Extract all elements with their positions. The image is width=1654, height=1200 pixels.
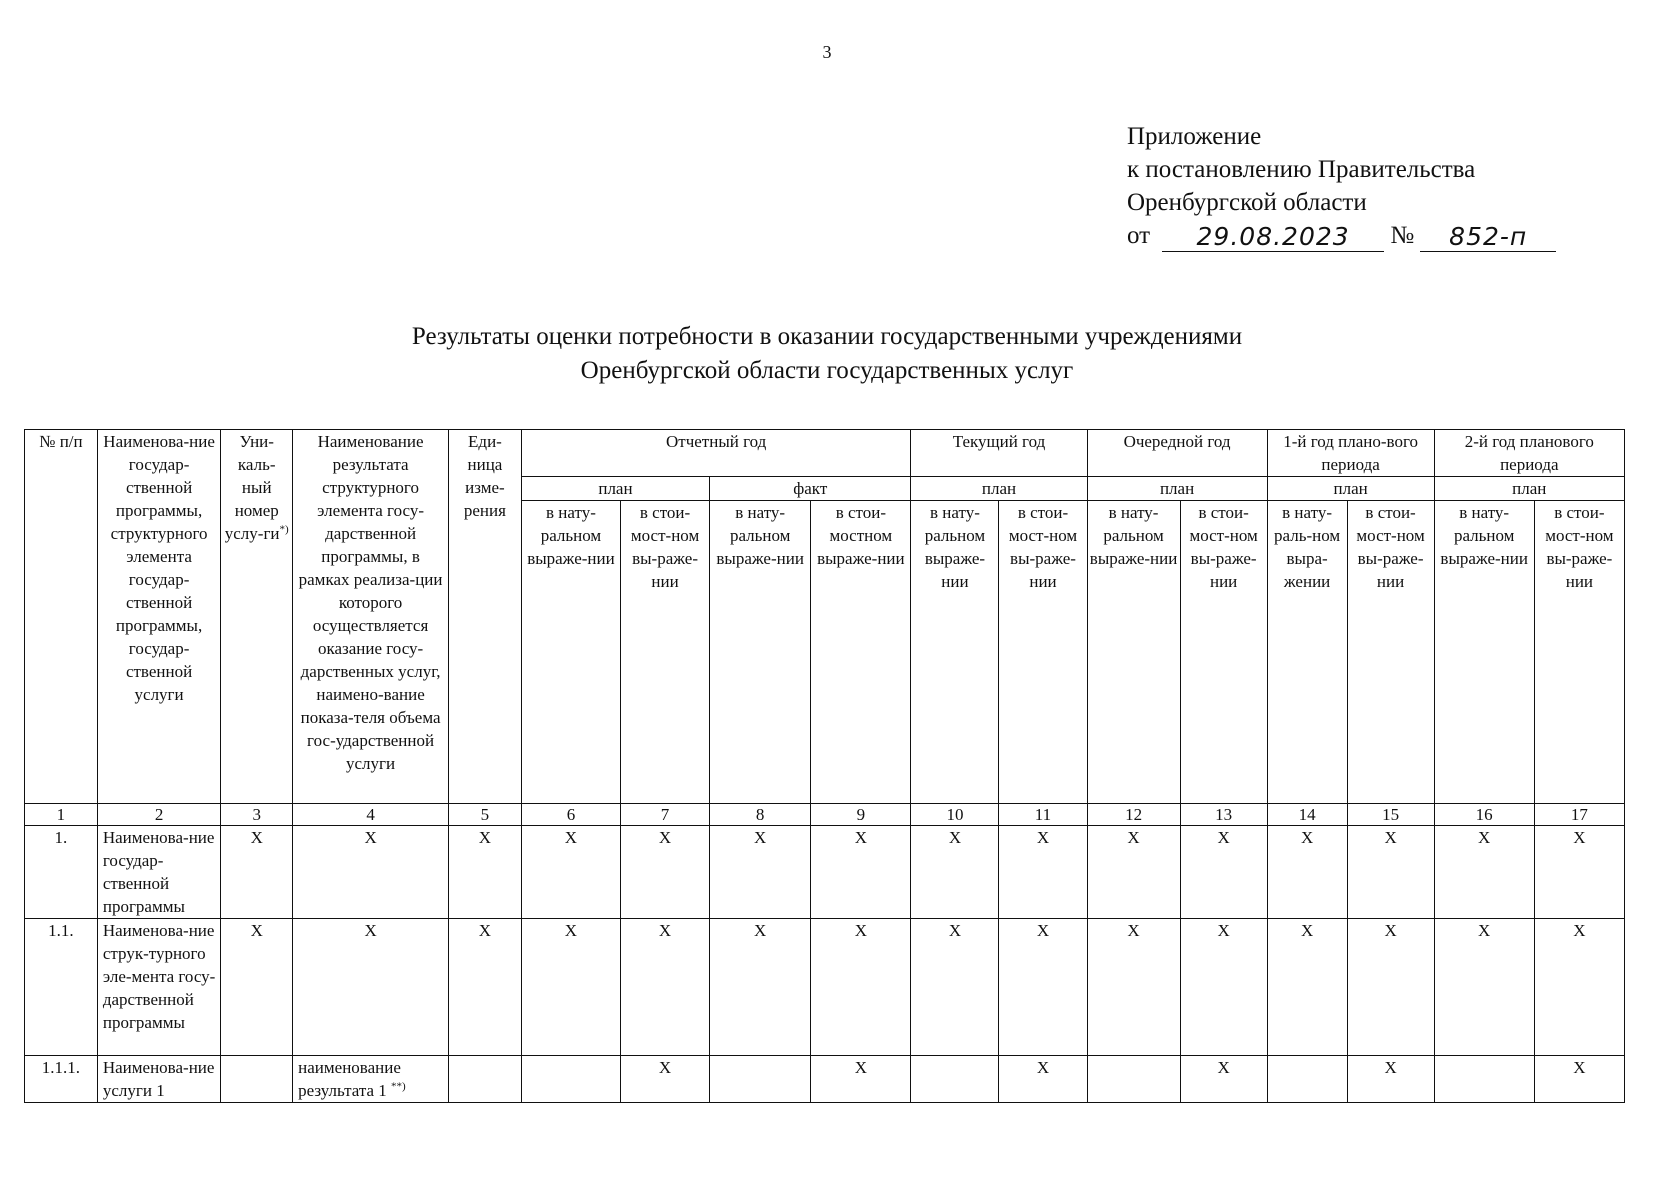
column-number: 16 (1434, 804, 1534, 826)
annex-line: Приложение (1127, 123, 1262, 150)
row-number: 1.1. (25, 919, 98, 1056)
header-cell: № п/п (25, 430, 98, 804)
column-number-row (25, 804, 1625, 826)
header-cell: в стои-мост-ном вы-раже-нии (1180, 501, 1267, 804)
column-number: 17 (1534, 804, 1624, 826)
table-cell: X (293, 826, 449, 919)
table-cell: X (911, 826, 999, 919)
handwritten-number: 852-п (1420, 223, 1556, 252)
header-cell: план (1267, 477, 1434, 501)
from-label: от (1127, 222, 1151, 249)
table-cell: X (811, 1056, 911, 1103)
table-row (25, 1056, 1625, 1103)
header-cell: в нату-ральном выраже-нии (911, 501, 999, 804)
header-cell: в стои-мост-ном вы-раже-нии (999, 501, 1087, 804)
header-cell: Уни-каль-ный номер услу-ги*) (221, 430, 293, 804)
header-cell: план (911, 477, 1087, 501)
column-number: 15 (1347, 804, 1434, 826)
table-cell: X (621, 919, 710, 1056)
header-cell: Еди-ница изме-рения (449, 430, 522, 804)
table-cell: X (1347, 1056, 1434, 1103)
table-cell: X (1180, 826, 1267, 919)
table-cell: X (1267, 826, 1347, 919)
header-cell: в стои-мостном выраже-нии (811, 501, 911, 804)
table-cell: X (1434, 919, 1534, 1056)
table-cell: X (710, 919, 811, 1056)
row-number: 1. (25, 826, 98, 919)
table-cell: X (221, 826, 293, 919)
header-cell: в нату-ральном выраже-нии (1087, 501, 1180, 804)
column-number: 6 (521, 804, 620, 826)
header-cell: в нату-раль-ном выра-жении (1267, 501, 1347, 804)
table-cell: X (1534, 826, 1624, 919)
table-cell: X (811, 826, 911, 919)
column-number: 1 (25, 804, 98, 826)
header-cell: Наименование результата структурного элемента госу-дарственной программы, в рамках реализа-ции которого осуществляется оказание госу-дарственных услуг, наимено-вание показа-теля объема гос-ударственной услуги (293, 430, 449, 804)
table-cell: X (1347, 826, 1434, 919)
header-row-1 (25, 430, 1625, 477)
column-number: 2 (97, 804, 220, 826)
table-cell: X (221, 919, 293, 1056)
header-cell: в стои-мост-ном вы-раже-нии (1347, 501, 1434, 804)
table-cell: X (1087, 826, 1180, 919)
table-cell (221, 1056, 293, 1103)
table-cell: X (293, 919, 449, 1056)
column-number: 11 (999, 804, 1087, 826)
column-number: 3 (221, 804, 293, 826)
column-number: 9 (811, 804, 911, 826)
column-number: 7 (621, 804, 710, 826)
column-number: 14 (1267, 804, 1347, 826)
header-cell: план (1087, 477, 1267, 501)
header-cell: Текущий год (911, 430, 1087, 477)
number-label: № (1390, 222, 1415, 249)
result-name-cell: наименование результата 1 **) (293, 1056, 449, 1103)
column-number: 13 (1180, 804, 1267, 826)
table-cell (710, 1056, 811, 1103)
page-number: 3 (822, 42, 832, 62)
table-cell: X (449, 919, 522, 1056)
header-cell: 1-й год плано-вого периода (1267, 430, 1434, 477)
header-cell: в нату-ральном выраже-нии (710, 501, 811, 804)
column-number: 12 (1087, 804, 1180, 826)
header-cell: в нату-ральном выраже-нии (521, 501, 620, 804)
row-name: Наименова-ние струк-турного эле-мента госу-дарственной программы (97, 919, 220, 1056)
document-title (0, 320, 1654, 388)
column-number: 10 (911, 804, 999, 826)
table-cell: X (1180, 1056, 1267, 1103)
table-cell (521, 1056, 620, 1103)
table-cell: X (911, 919, 999, 1056)
row-name: Наименова-ние услуги 1 (97, 1056, 220, 1103)
header-cell: 2-й год планового периода (1434, 430, 1624, 477)
header-cell: Наименова-ние государ-ственной программы, структурного элемента государ-ственной программы, государ-ственной услуги (97, 430, 220, 804)
table-cell: X (1534, 919, 1624, 1056)
handwritten-date: 29.08.2023 (1162, 223, 1384, 252)
row-name: Наименова-ние государ-ственной программы (97, 826, 220, 919)
table-cell: X (521, 826, 620, 919)
header-cell: план (521, 477, 709, 501)
table-cell: X (710, 826, 811, 919)
table-cell (1267, 1056, 1347, 1103)
annex-line: Оренбургской области (1127, 189, 1367, 216)
table-cell: X (999, 1056, 1087, 1103)
row-number: 1.1.1. (25, 1056, 98, 1103)
header-cell: факт (710, 477, 911, 501)
table-cell: X (1434, 826, 1534, 919)
annex-date-line (1127, 219, 1556, 252)
table-cell: X (1087, 919, 1180, 1056)
header-cell: в стои-мост-ном вы-раже-нии (1534, 501, 1624, 804)
annex-block (1127, 120, 1556, 252)
table-row (25, 919, 1625, 1056)
table-row (25, 826, 1625, 919)
table-cell: X (999, 919, 1087, 1056)
table-cell: X (449, 826, 522, 919)
table-cell: X (1180, 919, 1267, 1056)
table-cell: X (621, 826, 710, 919)
table-cell: X (1534, 1056, 1624, 1103)
title-line: Результаты оценки потребности в оказании государственными учреждениями (411, 323, 1243, 350)
table-cell (1087, 1056, 1180, 1103)
title-line: Оренбургской области государственных услуг (580, 357, 1074, 384)
results-table (24, 429, 1625, 1103)
header-cell: в нату-ральном выраже-нии (1434, 501, 1534, 804)
column-number: 8 (710, 804, 811, 826)
annex-line: к постановлению Правительства (1127, 156, 1476, 183)
column-number: 5 (449, 804, 522, 826)
table-cell (1434, 1056, 1534, 1103)
header-cell: Очередной год (1087, 430, 1267, 477)
table-cell: X (621, 1056, 710, 1103)
table-cell (911, 1056, 999, 1103)
table-cell: X (811, 919, 911, 1056)
header-cell: в стои-мост-ном вы-раже-нии (621, 501, 710, 804)
table-cell: X (1267, 919, 1347, 1056)
header-cell: план (1434, 477, 1624, 501)
table-cell: X (521, 919, 620, 1056)
header-cell: Отчетный год (521, 430, 911, 477)
table-cell: X (1347, 919, 1434, 1056)
column-number: 4 (293, 804, 449, 826)
table-cell (449, 1056, 522, 1103)
table-cell: X (999, 826, 1087, 919)
